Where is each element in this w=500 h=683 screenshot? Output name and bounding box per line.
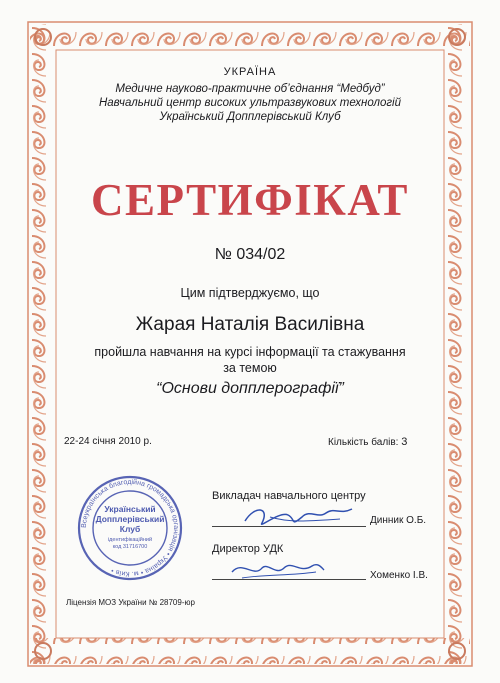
course-line-1: пройшла навчання на курсі інформації та стажування [94, 345, 406, 359]
course-description [0, 344, 500, 376]
confirm-text: Цим підтверджуємо, що [180, 286, 320, 300]
course-line-2: за темою [223, 361, 277, 375]
seal-center-4: ідентифікаційний [107, 537, 153, 543]
course-dates: 22-24 січня 2010 р. [64, 436, 152, 447]
director-signature [228, 554, 328, 584]
score-value: 3 [401, 436, 408, 448]
score-label: Кількість балів: [328, 437, 399, 448]
teacher-title: Викладач навчального центру [212, 490, 366, 502]
seal-ring-text: Всеукраїнська благодійна громадська організація • Україна • м. Київ • [80, 478, 180, 578]
seal-center-3: Клуб [119, 524, 141, 534]
organization-seal [76, 474, 184, 582]
course-topic: “Основи допплерографії” [156, 380, 344, 397]
score [328, 436, 407, 448]
certificate-title: СЕРТИФІКАТ [91, 175, 409, 225]
org-line-3: Український Допплерівський Клуб [159, 111, 341, 123]
seal-center-2: Допплерівський [95, 514, 165, 524]
director-title: Директор УДК [212, 543, 284, 555]
org-line-2: Навчальний центр високих ультразвукових технологій [98, 97, 401, 109]
recipient-name: Жарая Наталія Василівна [135, 314, 365, 335]
teacher-name: Динник О.Б. [370, 515, 427, 526]
organization-block [0, 82, 500, 124]
license-note: Ліцензія МОЗ України № 28709-юр [66, 598, 195, 607]
certificate-number: № 034/02 [214, 246, 286, 263]
seal-center-5: код 31716700 [112, 544, 148, 550]
teacher-signature [240, 497, 360, 533]
director-name: Хоменко І.В. [370, 570, 428, 581]
org-line-1: Медичне науково-практичне об’єднання “Медбуд” [115, 83, 385, 95]
seal-center-1: Український [104, 504, 156, 514]
country-heading: УКРАЇНА [223, 66, 277, 78]
